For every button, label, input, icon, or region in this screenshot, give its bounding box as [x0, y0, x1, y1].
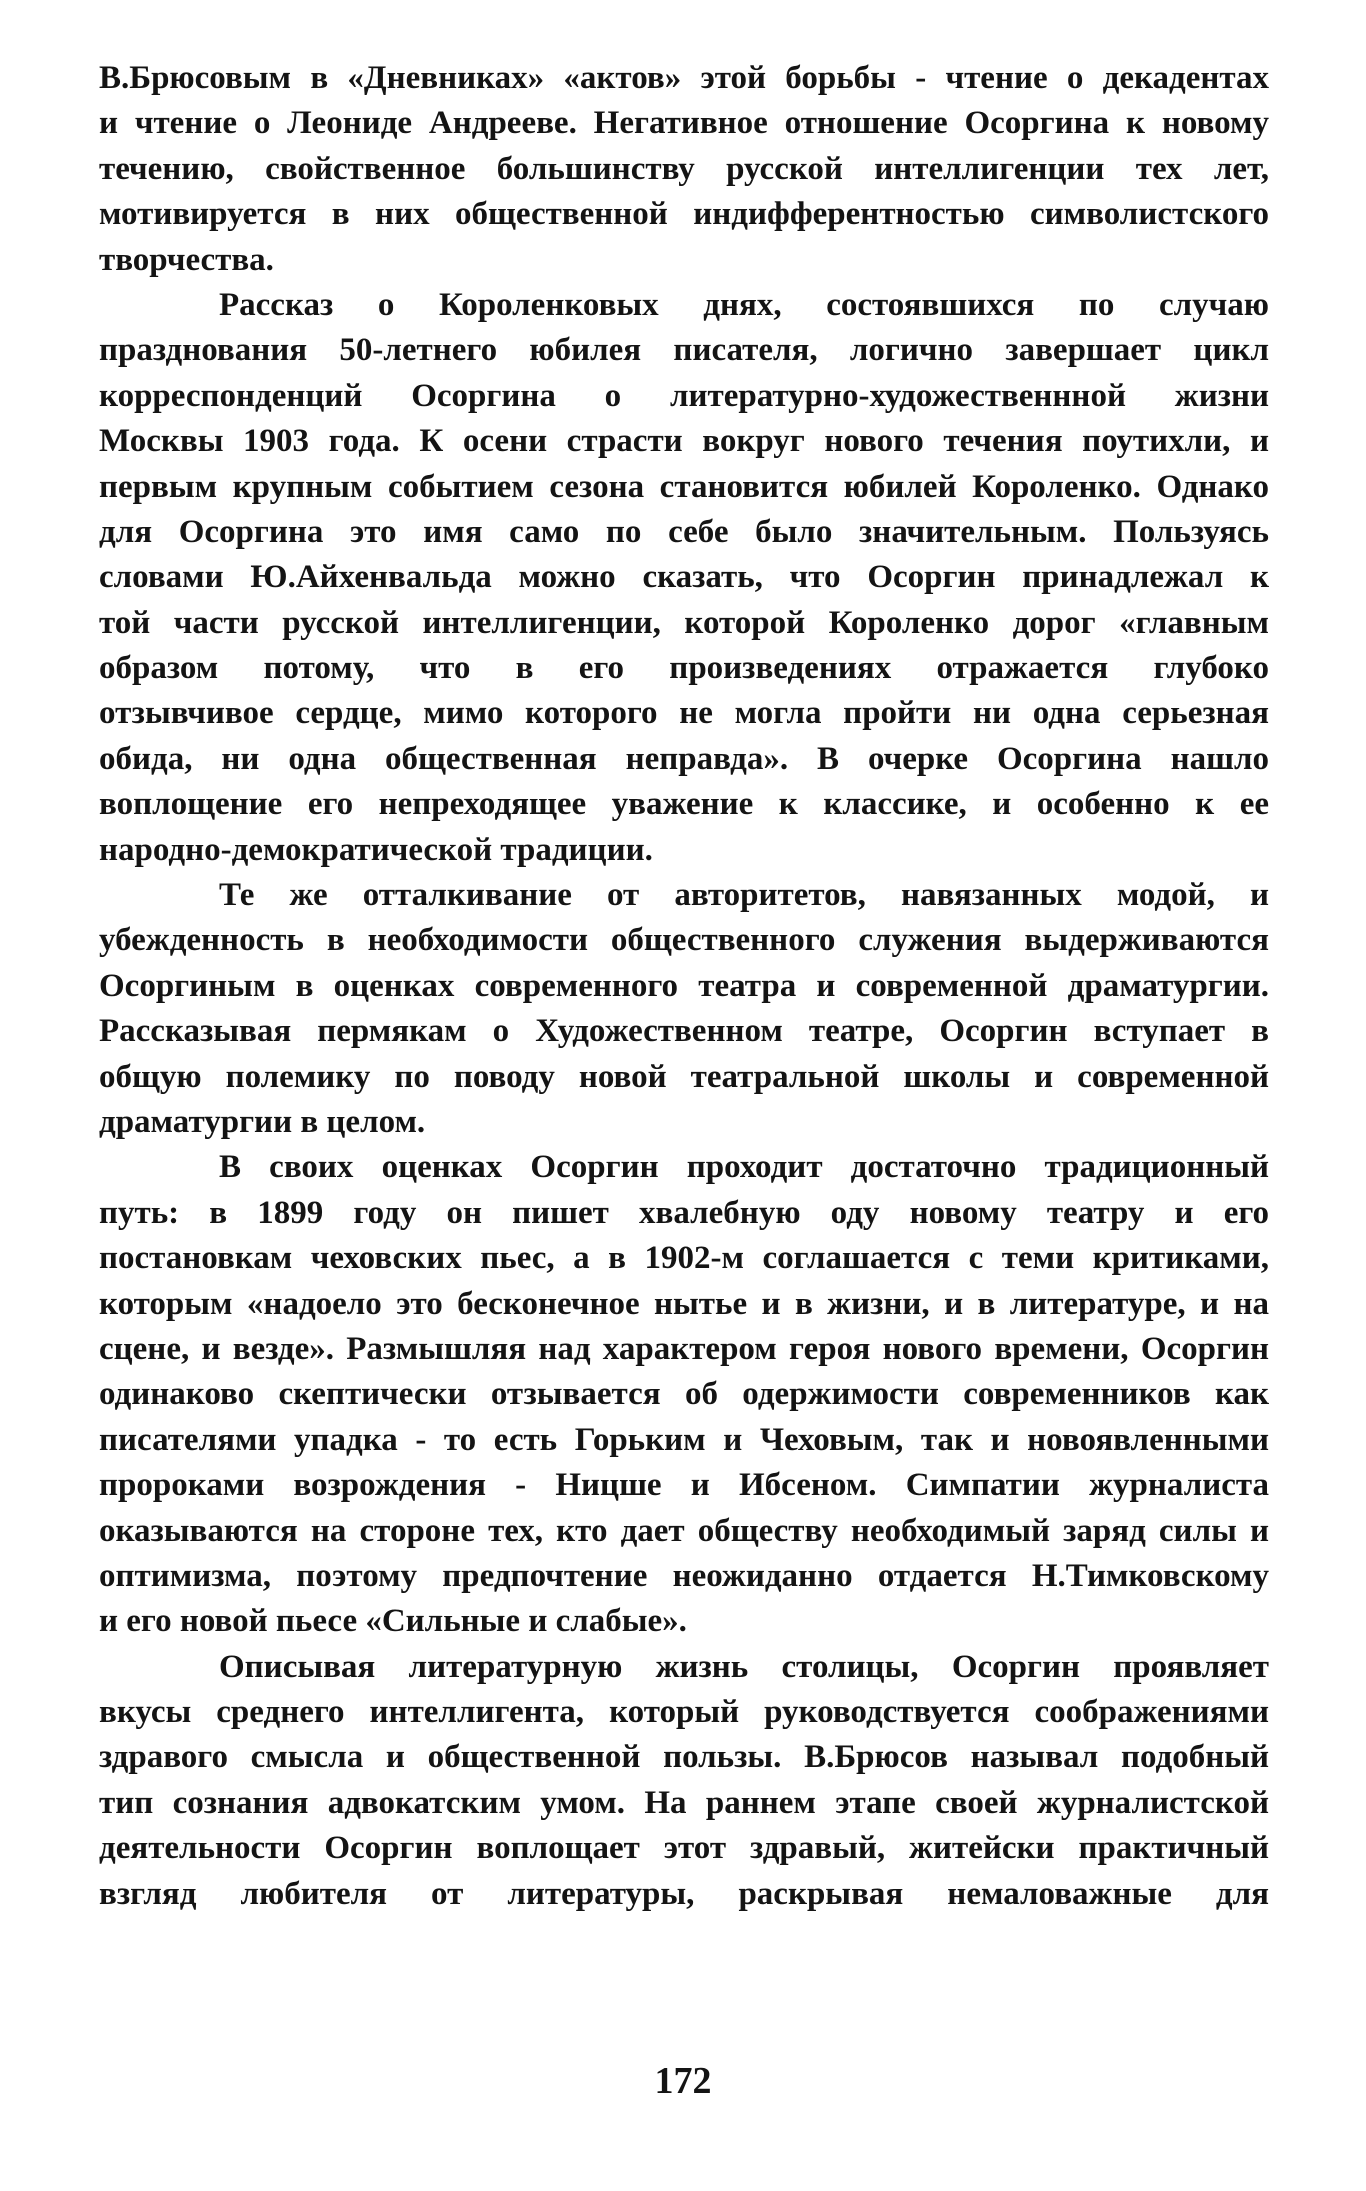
text-line: которым «надоело это бесконечное нытье и в жизни, и в литературе, и на: [99, 1285, 1269, 1322]
text-line: убежденность в необходимости общественного служения выдерживаются: [99, 922, 1269, 959]
text-line: обида, ни одна общественная неправда». В очерке Осоргина нашло: [99, 740, 1269, 777]
text-line: писателями упадка - то есть Горьким и Чеховым, так и новоявленными: [99, 1421, 1269, 1458]
text-line: течению, свойственное большинству русской интеллигенции тех лет,: [99, 150, 1269, 187]
text-line: празднования 50-летнего юбилея писателя, логично завершает цикл: [99, 332, 1269, 369]
text-line: В.Брюсовым в «Дневниках» «актов» этой борьбы - чтение о декадентах: [99, 60, 1269, 96]
text-line: Осоргиным в оценках современного театра и современной драматургии.: [99, 967, 1269, 1004]
paragraph: [99, 1145, 1269, 1644]
text-line: вкусы среднего интеллигента, который руководствуется соображениями: [99, 1694, 1269, 1731]
text-line: сцене, и везде». Размышляя над характером героя нового времени, Осоргин: [99, 1330, 1269, 1367]
text-line: корреспонденций Осоргина о литературно-художественнной жизни: [99, 377, 1269, 414]
paragraph: [99, 283, 1269, 873]
text-line: деятельности Осоргин воплощает этот здравый, житейски практичный: [99, 1830, 1269, 1867]
text-line: Те же отталкивание от авторитетов, навязанных модой, и: [219, 877, 1269, 914]
text-line: одинаково скептически отзывается об одержимости современников как: [99, 1376, 1269, 1413]
text-line: В своих оценках Осоргин проходит достаточно традиционный: [219, 1149, 1269, 1186]
text-line: Рассказывая пермякам о Художественном театре, Осоргин вступает в: [99, 1013, 1269, 1050]
text-line: постановкам чеховских пьес, а в 1902-м соглашается с теми критиками,: [99, 1240, 1269, 1277]
text-line: Москвы 1903 года. К осени страсти вокруг нового течения поутихли, и: [99, 423, 1269, 460]
text-line: воплощение его непреходящее уважение к классике, и особенно к ее: [99, 786, 1269, 823]
text-line: здравого смысла и общественной пользы. В.Брюсов называл подобный: [99, 1739, 1269, 1776]
text-line: пророками возрождения - Ницше и Ибсеном. Симпатии журналиста: [99, 1467, 1269, 1504]
text-line: тип сознания адвокатским умом. На раннем этапе своей журналистской: [99, 1784, 1269, 1821]
text-line: Описывая литературную жизнь столицы, Осоргин проявляет: [219, 1648, 1269, 1685]
text-line: драматургии в целом.: [99, 1103, 426, 1140]
text-line: отзывчивое сердце, мимо которого не могла пройти ни одна серьезная: [99, 695, 1269, 732]
text-line: народно-демократической традиции.: [99, 831, 653, 868]
paragraph: [99, 1645, 1269, 1917]
page-body: [99, 56, 1269, 1917]
paragraph: [99, 873, 1269, 1145]
text-line: первым крупным событием сезона становится юбилей Короленко. Однако: [99, 468, 1269, 505]
text-line: и его новой пьесе «Сильные и слабые».: [99, 1603, 687, 1640]
text-line: и чтение о Леониде Андрееве. Негативное отношение Осоргина к новому: [99, 105, 1269, 142]
paragraph: [99, 56, 1269, 283]
page-number: 172: [654, 2060, 712, 2102]
text-line: образом потому, что в его произведениях отражается глубоко: [99, 650, 1269, 687]
text-line: путь: в 1899 году он пишет хвалебную оду новому театру и его: [99, 1194, 1269, 1231]
text-line: мотивируется в них общественной индифферентностью символистского: [99, 196, 1269, 233]
text-line: словами Ю.Айхенвальда можно сказать, что Осоргин принадлежал к: [99, 559, 1269, 596]
text-line: для Осоргина это имя само по себе было значительным. Пользуясь: [99, 513, 1269, 550]
text-line: творчества.: [99, 241, 274, 278]
text-line: оптимизма, поэтому предпочтение неожиданно отдается Н.Тимковскому: [99, 1557, 1269, 1594]
text-line: оказываются на стороне тех, кто дает обществу необходимый заряд силы и: [99, 1512, 1269, 1549]
text-line: взгляд любителя от литературы, раскрывая немаловажные для: [99, 1875, 1269, 1912]
text-line: той части русской интеллигенции, которой Короленко дорог «главным: [99, 604, 1269, 641]
text-line: Рассказ о Короленковых днях, состоявшихся по случаю: [219, 286, 1269, 323]
text-line: общую полемику по поводу новой театральной школы и современной: [99, 1058, 1269, 1095]
